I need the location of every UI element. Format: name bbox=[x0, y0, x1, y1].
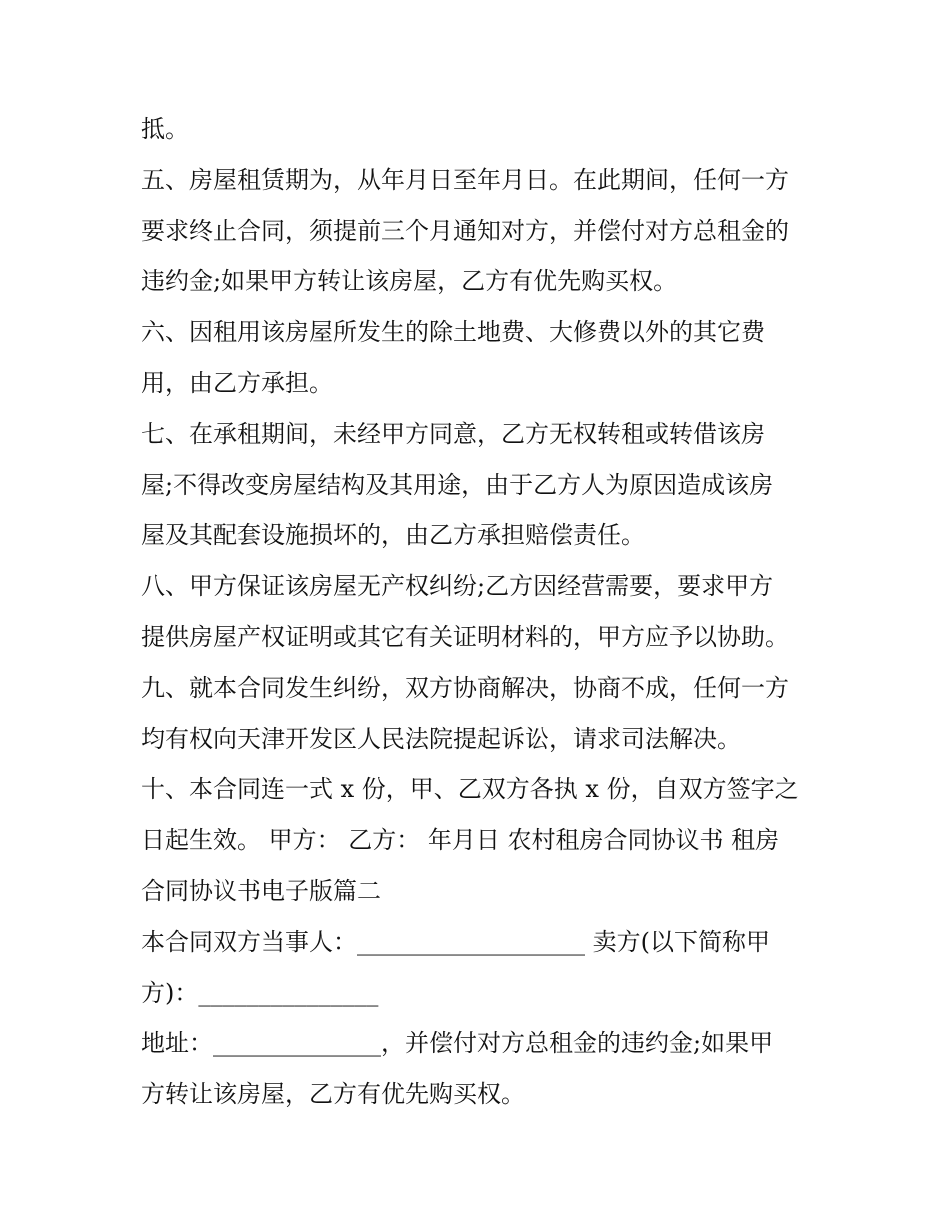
address-line-2: 方转让该房屋，乙方有优先购买权。 bbox=[141, 1080, 525, 1109]
clause-9-line-2: 均有权向天津开发区人民法院提起诉讼，请求司法解决。 bbox=[141, 724, 741, 753]
clause-6-line-1: 六、因租用该房屋所发生的除土地费、大修费以外的其它费 bbox=[141, 318, 765, 347]
clause-5-line-2: 要求终止合同，须提前三个月通知对方，并偿付对方总租金的 bbox=[141, 216, 789, 245]
clause-5-line-1: 五、房屋租赁期为，从年月日至年月日。在此期间，任何一方 bbox=[141, 165, 789, 194]
clause-7-line-3: 屋及其配套设施损坏的，由乙方承担赔偿责任。 bbox=[141, 521, 645, 550]
section-2-title: 合同协议书电子版篇二 bbox=[141, 876, 381, 905]
clause-8-line-2: 提供房屋产权证明或其它有关证明材料的，甲方应予以协助。 bbox=[141, 622, 789, 651]
clause-9-line-1: 九、就本合同发生纠纷，双方协商解决，协商不成，任何一方 bbox=[141, 673, 789, 702]
document-body bbox=[141, 104, 821, 1120]
clause-5-line-3: 违约金;如果甲方转让该房屋，乙方有优先购买权。 bbox=[141, 267, 678, 296]
clause-10-line-1: 十、本合同连一式 x 份，甲、乙双方各执 x 份，自双方签字之 bbox=[141, 775, 799, 804]
text-line-1: 抵。 bbox=[141, 115, 189, 143]
parties-line-2: 方)：_______________ bbox=[141, 978, 379, 1007]
clause-8-line-1: 八、甲方保证该房屋无产权纠纷;乙方因经营需要，要求甲方 bbox=[141, 572, 774, 601]
parties-line-1: 本合同双方当事人：___________________ 卖方(以下简称甲 bbox=[141, 927, 770, 956]
clause-6-line-2: 用，由乙方承担。 bbox=[141, 368, 333, 397]
address-line-1: 地址：______________，并偿付对方总租金的违约金;如果甲 bbox=[141, 1029, 774, 1058]
clause-7-line-1: 七、在承租期间，未经甲方同意，乙方无权转租或转借该房 bbox=[141, 419, 765, 448]
clause-10-line-2: 日起生效。 甲方： 乙方： 年月日 农村租房合同协议书 租房 bbox=[141, 826, 780, 855]
clause-7-line-2: 屋;不得改变房屋结构及其用途，由于乙方人为原因造成该房 bbox=[141, 470, 774, 499]
